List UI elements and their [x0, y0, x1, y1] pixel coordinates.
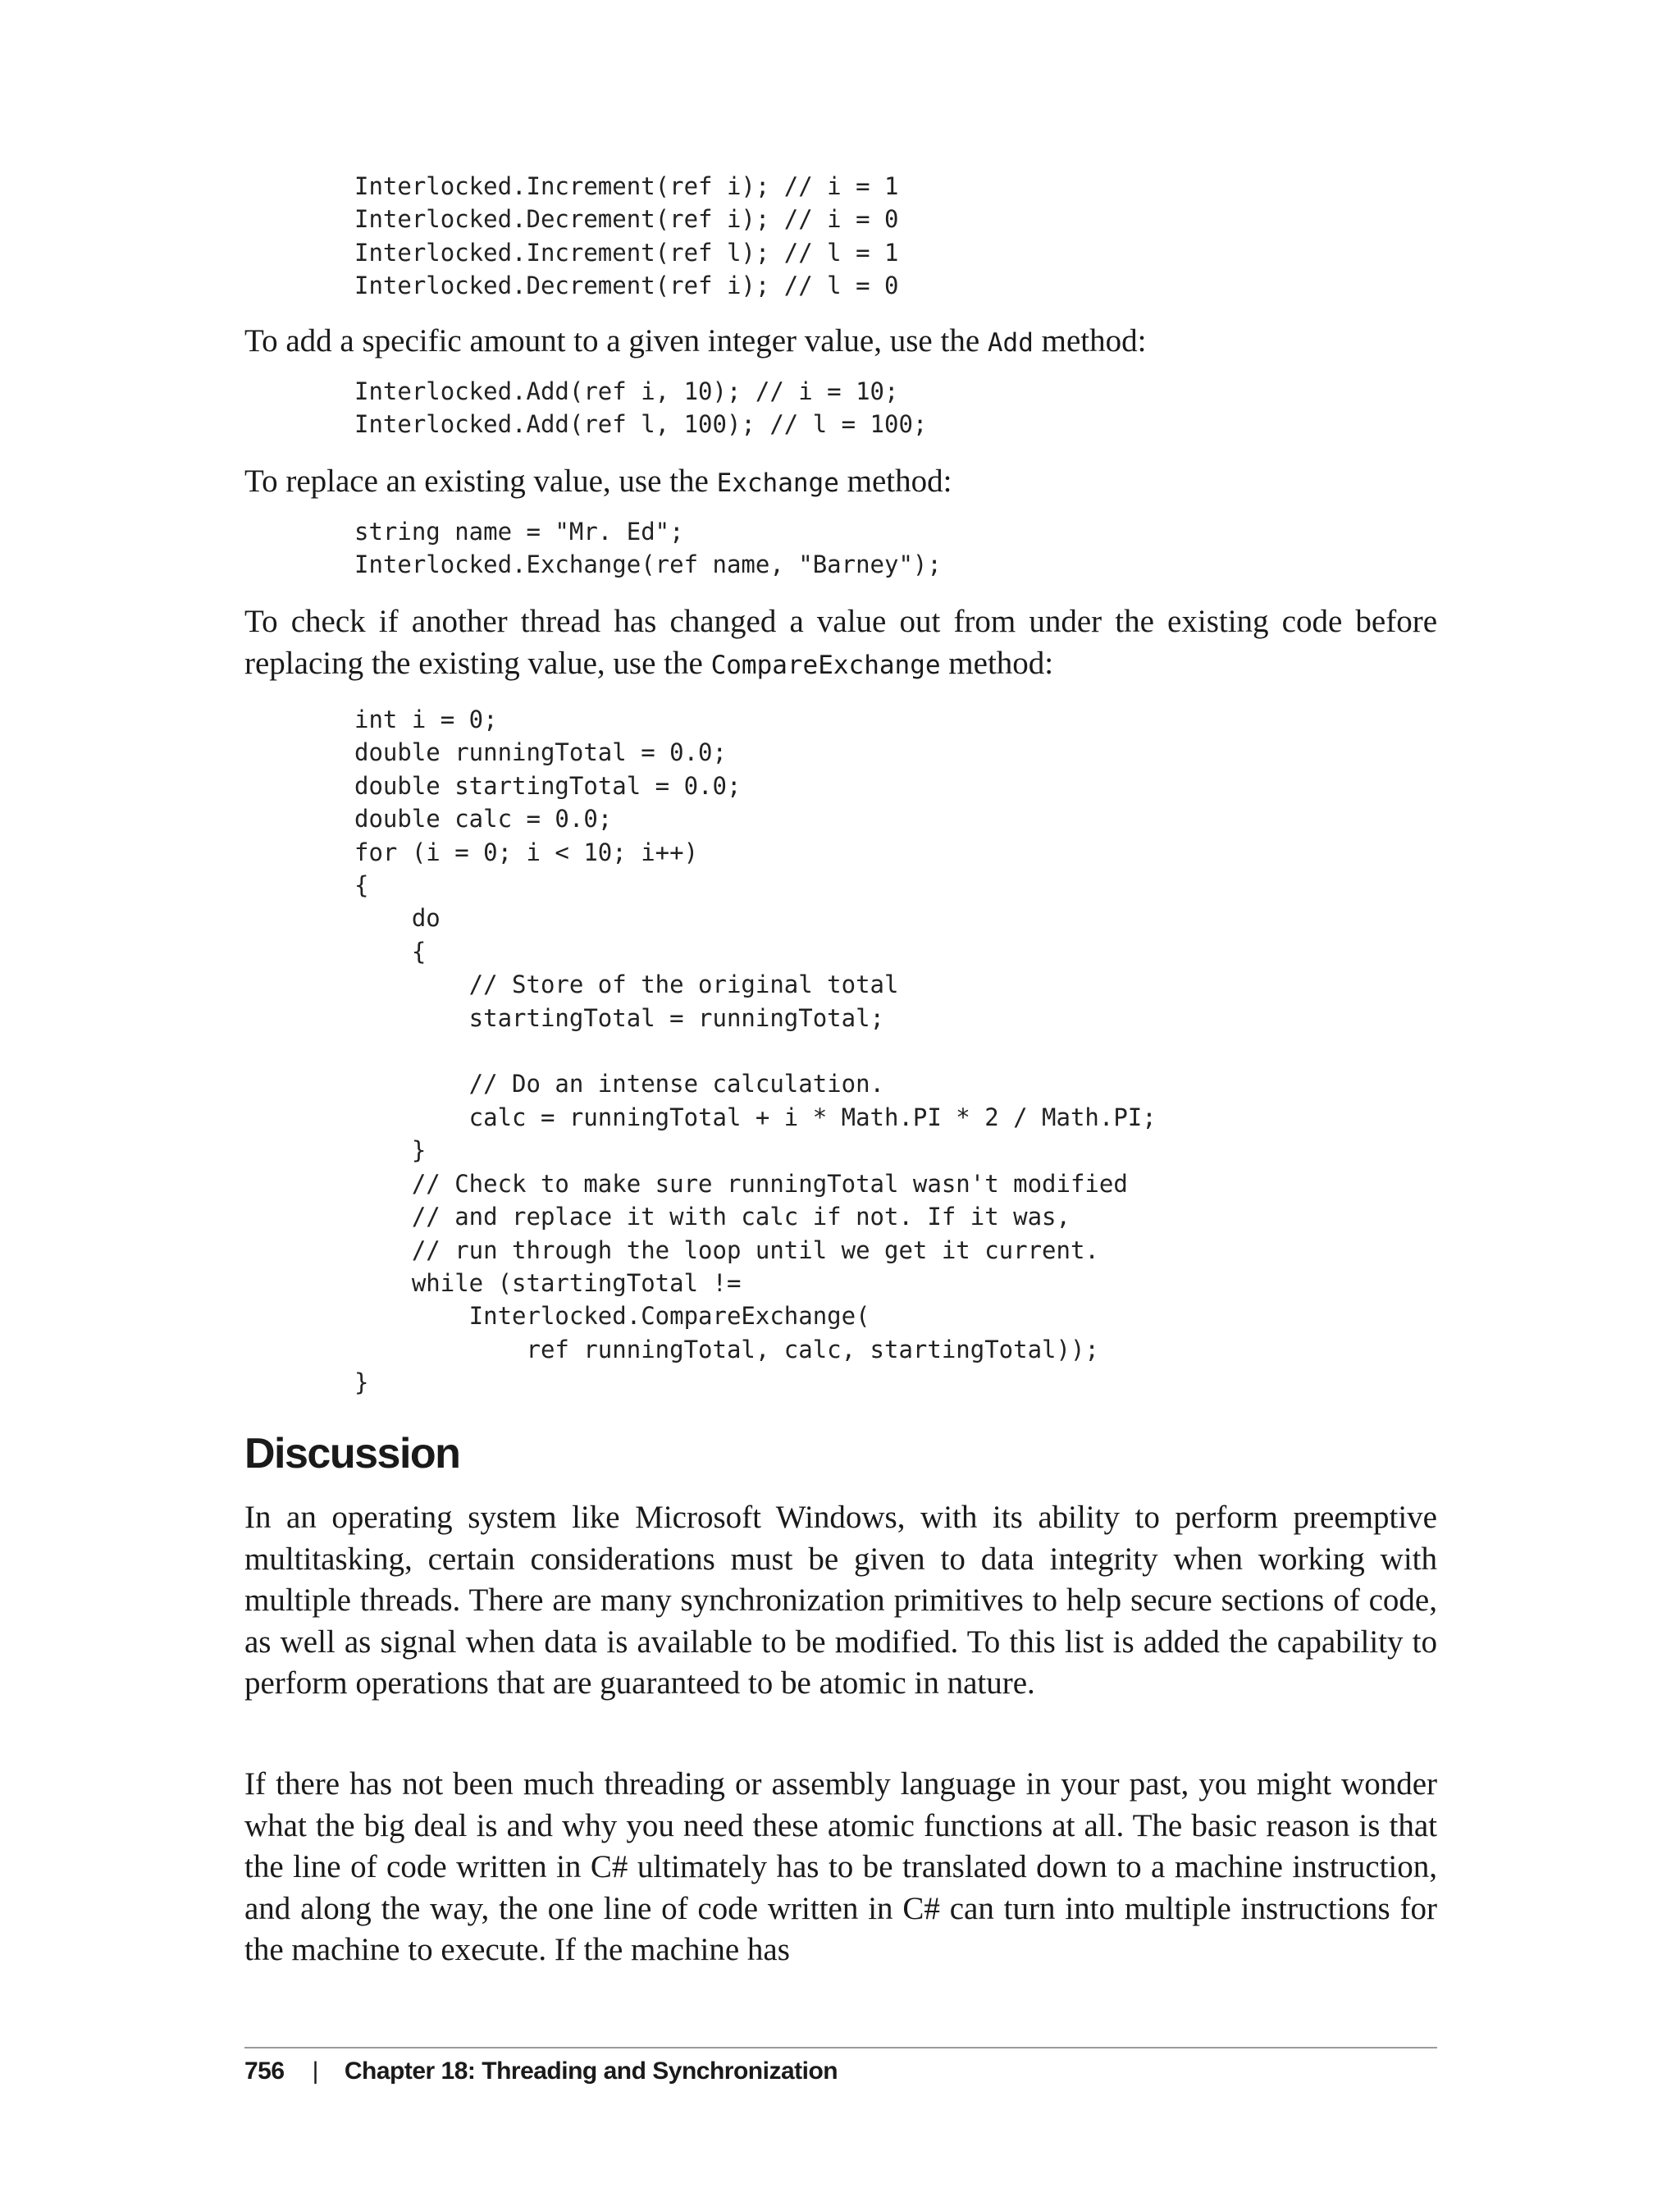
paragraph-discussion-1: In an operating system like Microsoft Windows, with its ability to perform preemptive multitasking, certain considerations must be given to data integrity when working with multiple threads. There are many synchronization primitives to help secure sections of code, as well as signal when data is available to be modified. To this list is added the capability to perform operations that are guaranteed to be atomic in nature.: [244, 1500, 1437, 1701]
code-block-exchange: string name = "Mr. Ed"; Interlocked.Exchange(ref name, "Barney");: [354, 518, 942, 579]
footer-separator: |: [312, 2058, 318, 2085]
page-number: 756: [244, 2058, 285, 2085]
code-block-add: Interlocked.Add(ref i, 10); // i = 10; Interlocked.Add(ref l, 100); // l = 100;: [354, 377, 928, 439]
inline-code-compare-exchange: CompareExchange: [710, 650, 941, 680]
page-footer: [244, 2055, 838, 2088]
footer-divider: [244, 2047, 1437, 2048]
paragraph-add-text-after: method:: [1033, 323, 1147, 359]
paragraph-add-text-before: To add a specific amount to a given integer value, use the: [244, 323, 988, 359]
code-block-increment-decrement: Interlocked.Increment(ref i); // i = 1 Interlocked.Decrement(ref i); // i = 0 Interlocked.Increment(ref l); // l = 1 Interlocked.Decrement(ref i); // l = 0: [354, 172, 899, 300]
inline-code-add: Add: [987, 328, 1034, 358]
paragraph-discussion-2: If there has not been much threading or assembly language in your past, you might wonder what the big deal is and why you need these atomic functions at all. The basic reason is that the line of code written in C# ultimately has to be translated down to a machine instruction, and along the way, the one line of code written in C# can turn into multiple instructions for the machine to execute. If the machine has: [244, 1766, 1437, 1968]
paragraph-exchange-text-before: To replace an existing value, use the: [244, 464, 717, 499]
paragraph-compare-exchange-intro: [244, 601, 1437, 686]
inline-code-exchange: Exchange: [716, 468, 839, 498]
chapter-title: Chapter 18: Threading and Synchronization: [344, 2058, 838, 2085]
code-block-compare-exchange: int i = 0; double runningTotal = 0.0; double startingTotal = 0.0; double calc = 0.0; for (i = 0; i < 10; i++) { do { // Store of the original total startingTotal = runningTotal; // Do an intense calculation. calc = runningTotal + i * Math.PI * 2 / Math.PI; } // Check to make sure runningTotal wasn't modified // and replace it with calc if not. If it was, // run through the loop until we get it current. while (startingTotal != Interlocked.CompareExchange( ref runningTotal, calc, startingTotal)); }: [354, 706, 1157, 1397]
paragraph-exchange-text-after: method:: [838, 464, 952, 499]
paragraph-compare-text-after: method:: [940, 645, 1054, 681]
paragraph-add-intro: [244, 321, 1437, 364]
paragraph-compare-text-before: To check if another thread has changed a value out from under the existing code before replacing the existing value, use the: [244, 604, 1437, 681]
paragraph-exchange-intro: [244, 461, 1437, 505]
section-heading-discussion: Discussion: [244, 1430, 460, 1478]
